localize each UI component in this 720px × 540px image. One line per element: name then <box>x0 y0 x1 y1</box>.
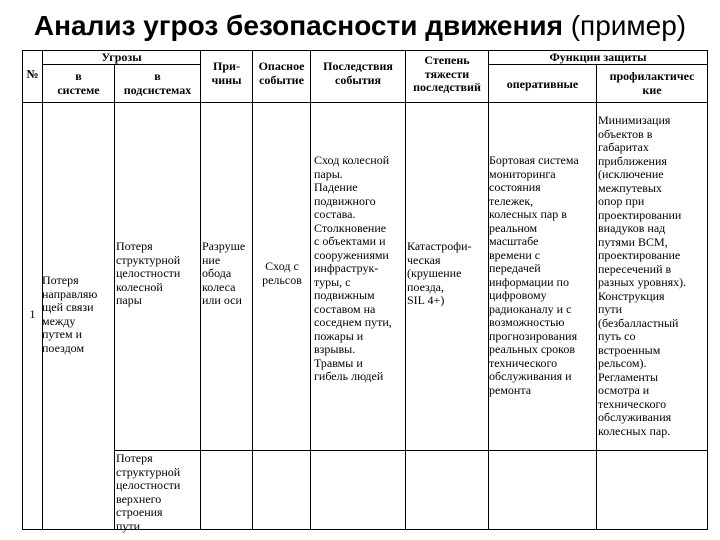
preventive-protection: Минимизация объектов в габаритах приближения (исключение межпутевых опор при проектировании виадуков над путями ВСМ, проектирование пересечений в разных уровнях). Конструкция пути (безбалластный путь со встроенным рельсом). Регламенты осмотра и технического обслуживания колесных пар. <box>598 113 687 438</box>
page-title: Анализ угроз безопасности движения (пример) <box>33 10 687 41</box>
col-line-event <box>310 50 311 530</box>
header-protection: Функции защиты <box>549 50 647 64</box>
row-num: 1 <box>29 307 36 321</box>
header-preventive: профилактичес кие <box>609 69 695 97</box>
col-line-subsystems <box>200 50 201 530</box>
consequences: Сход колесной пары. Падение подвижного состава. Столкновение с объектами и сооружениями инфраструк- туры, с подвижным составом на соседнем пути, пожары и взрывы. Травмы и гибель людей <box>314 153 392 383</box>
threat-in-subsystem-track: Потеря структурной целостности верхнего строения пути <box>116 451 181 533</box>
col-line-system <box>114 64 115 530</box>
header-severity: Степень тяжести последствий <box>413 53 481 94</box>
table-border-right <box>707 50 708 530</box>
cause: Разруше ние обода колеса или оси <box>202 239 246 307</box>
header-threats: Угрозы <box>101 50 142 64</box>
table-border-left <box>22 50 23 530</box>
row-divider-line <box>114 450 708 451</box>
threat-in-subsystem-wheelset: Потеря структурной целостности колесной пары <box>116 239 181 307</box>
col-line-operative <box>596 64 597 530</box>
header-operative: оперативные <box>506 77 579 91</box>
header-bottom-line <box>22 102 708 103</box>
threat-in-system: Потеря направляю щей связи между путем и поездом <box>42 273 98 355</box>
header-causes: При- чины <box>211 59 242 87</box>
dangerous-event: Сход с рельсов <box>262 259 302 287</box>
header-in-system: в системе <box>57 69 100 97</box>
col-line-causes <box>252 50 253 530</box>
header-in-subsystems: в подсистемах <box>123 69 192 97</box>
header-consequences: Последствия события <box>323 59 393 87</box>
threat-analysis-table <box>22 50 708 533</box>
header-num: № <box>26 67 39 81</box>
operative-protection: Бортовая система мониторинга состояния тележек, колесных пар в реальном масштабе времени с передачей информации по цифровому радиоканалу и с возможностью прогнозирования реальных сроков технического обслуживания и ремонта <box>489 153 579 397</box>
severity: Катастрофи- ческая (крушение поезда, SIL 4+) <box>407 239 472 307</box>
header-dangerous-event: Опасное событие <box>258 59 305 87</box>
